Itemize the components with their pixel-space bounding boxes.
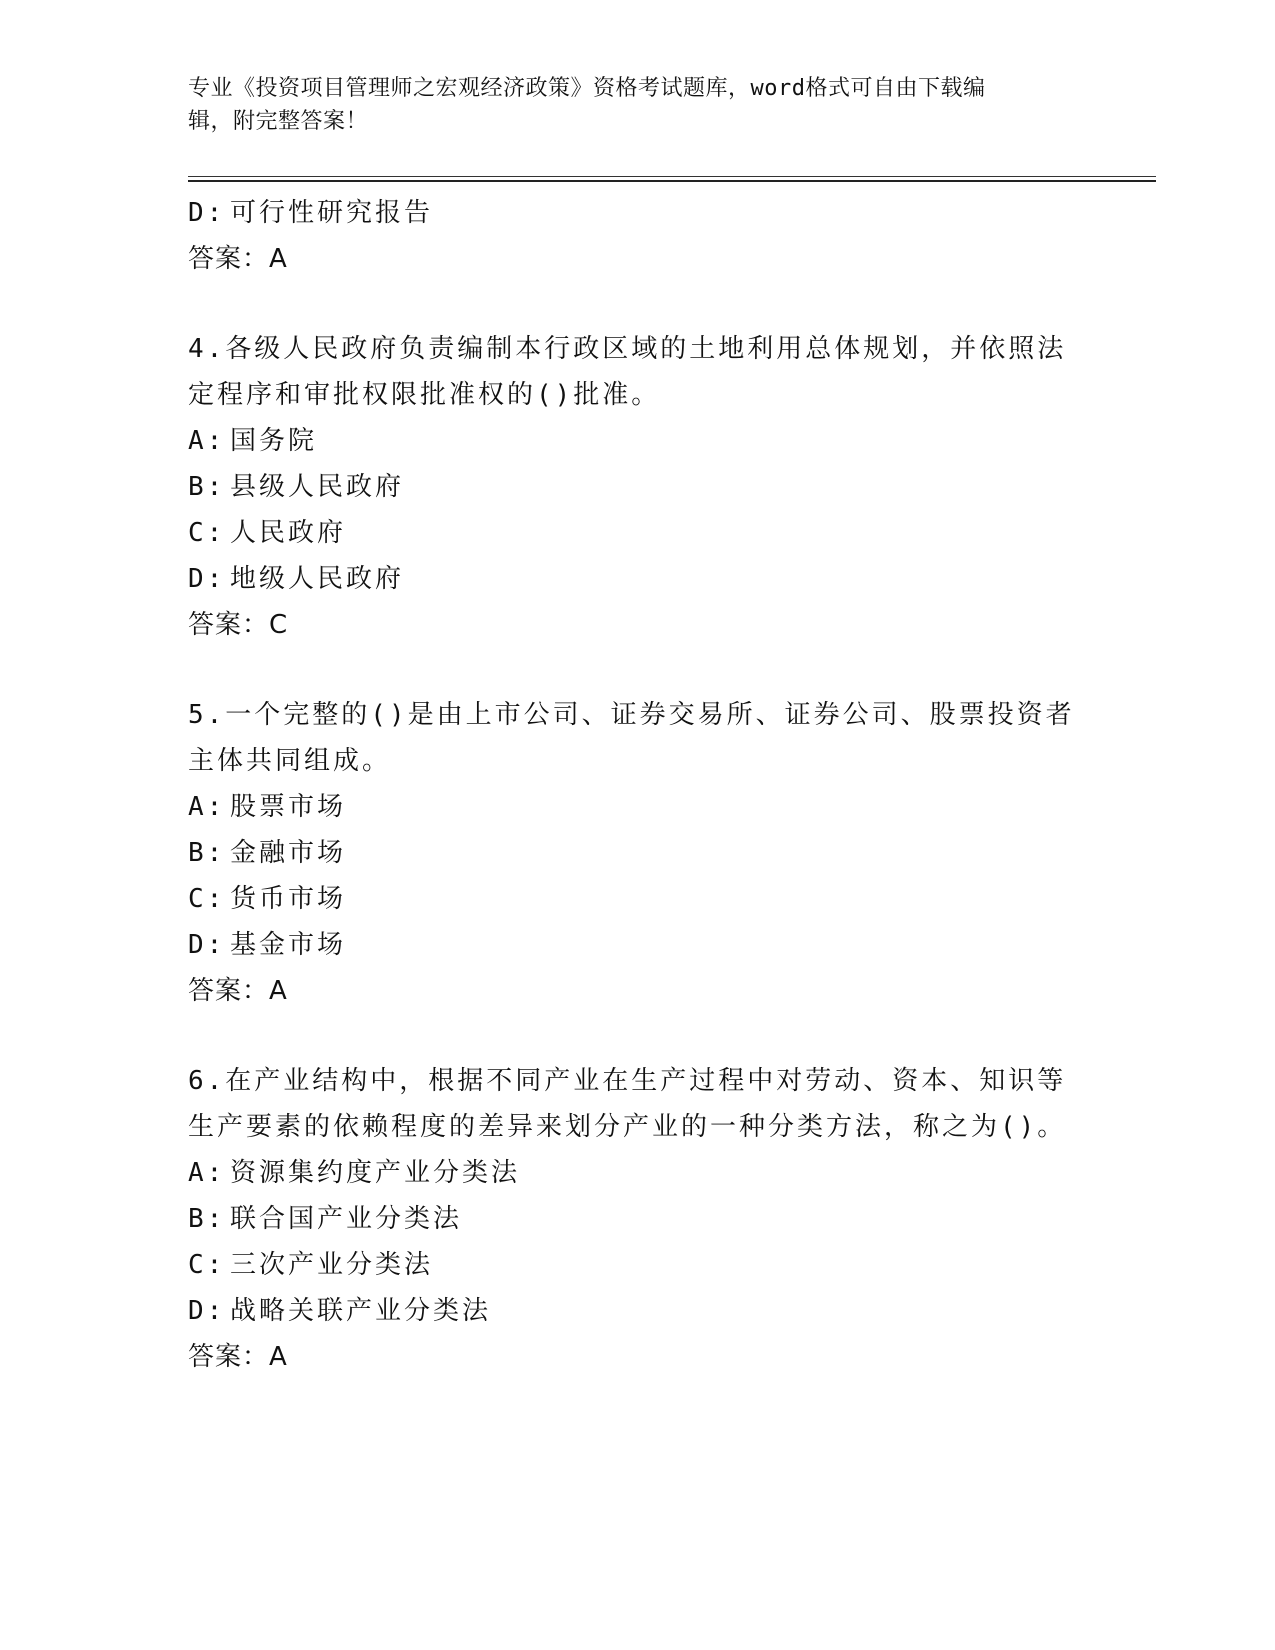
question-4	[188, 326, 1088, 648]
option-text: 县级人民政府	[230, 472, 405, 502]
question-text-line-1: 4.各级人民政府负责编制本行政区域的土地利用总体规划，并依照法	[188, 334, 1067, 364]
answer-line: 答案：A	[188, 1342, 288, 1372]
question-text	[188, 692, 1088, 784]
answer-line: 答案：C	[188, 610, 289, 640]
question-5	[188, 692, 1088, 1014]
option-label: D:	[188, 198, 226, 228]
option-c	[188, 510, 1088, 556]
question-text-line-1: 5.一个完整的()是由上市公司、证券交易所、证券公司、股票投资者	[188, 700, 1075, 730]
question-6	[188, 1058, 1088, 1380]
option-text: 资源集约度产业分类法	[230, 1158, 521, 1188]
option-b	[188, 464, 1088, 510]
option-text: 联合国产业分类法	[230, 1204, 463, 1234]
header-line-1: 专业《投资项目管理师之宏观经济政策》资格考试题库，word格式可自由下载编	[188, 76, 986, 101]
option-label: B:	[188, 838, 226, 868]
option-d	[188, 556, 1088, 602]
question-text-line-2: 主体共同组成。	[188, 746, 392, 776]
option-c	[188, 1242, 1088, 1288]
option-b	[188, 830, 1088, 876]
option-a	[188, 418, 1088, 464]
option-text: 人民政府	[230, 518, 347, 548]
option-text: 三次产业分类法	[230, 1250, 434, 1280]
question-text	[188, 326, 1088, 418]
option-label: C:	[188, 518, 226, 548]
option-text: 金融市场	[230, 838, 347, 868]
option-label: B:	[188, 472, 226, 502]
option-label: C:	[188, 884, 226, 914]
option-a	[188, 1150, 1088, 1196]
option-c	[188, 876, 1088, 922]
option-b	[188, 1196, 1088, 1242]
document-header	[188, 72, 1068, 138]
header-divider-thick	[188, 180, 1156, 182]
answer-line: 答案：A	[188, 244, 288, 274]
option-label: B:	[188, 1204, 226, 1234]
header-divider-thin	[188, 176, 1156, 177]
option-text: 货币市场	[230, 884, 347, 914]
answer-line: 答案：A	[188, 976, 288, 1006]
option-text: 地级人民政府	[230, 564, 405, 594]
option-d	[188, 922, 1088, 968]
option-text: 可行性研究报告	[230, 198, 434, 228]
option-label: C:	[188, 1250, 226, 1280]
option-a	[188, 784, 1088, 830]
option-text: 国务院	[230, 426, 318, 456]
question-3-tail	[188, 190, 1088, 282]
question-text-line-2: 定程序和审批权限批准权的()批准。	[188, 380, 661, 410]
option-d	[188, 1288, 1088, 1334]
question-list	[188, 190, 1088, 1380]
question-text-line-1: 6.在产业结构中，根据不同产业在生产过程中对劳动、资本、知识等	[188, 1066, 1067, 1096]
option-label: D:	[188, 930, 226, 960]
option-label: A:	[188, 1158, 226, 1188]
option-text: 股票市场	[230, 792, 347, 822]
option-label: D:	[188, 1296, 226, 1326]
option-label: A:	[188, 426, 226, 456]
option-text: 战略关联产业分类法	[230, 1296, 492, 1326]
option-label: A:	[188, 792, 226, 822]
question-text-line-2: 生产要素的依赖程度的差异来划分产业的一种分类方法，称之为()。	[188, 1112, 1067, 1142]
option-text: 基金市场	[230, 930, 347, 960]
header-line-2: 辑，附完整答案！	[188, 109, 369, 134]
option-d	[188, 190, 1088, 236]
option-label: D:	[188, 564, 226, 594]
question-text	[188, 1058, 1088, 1150]
